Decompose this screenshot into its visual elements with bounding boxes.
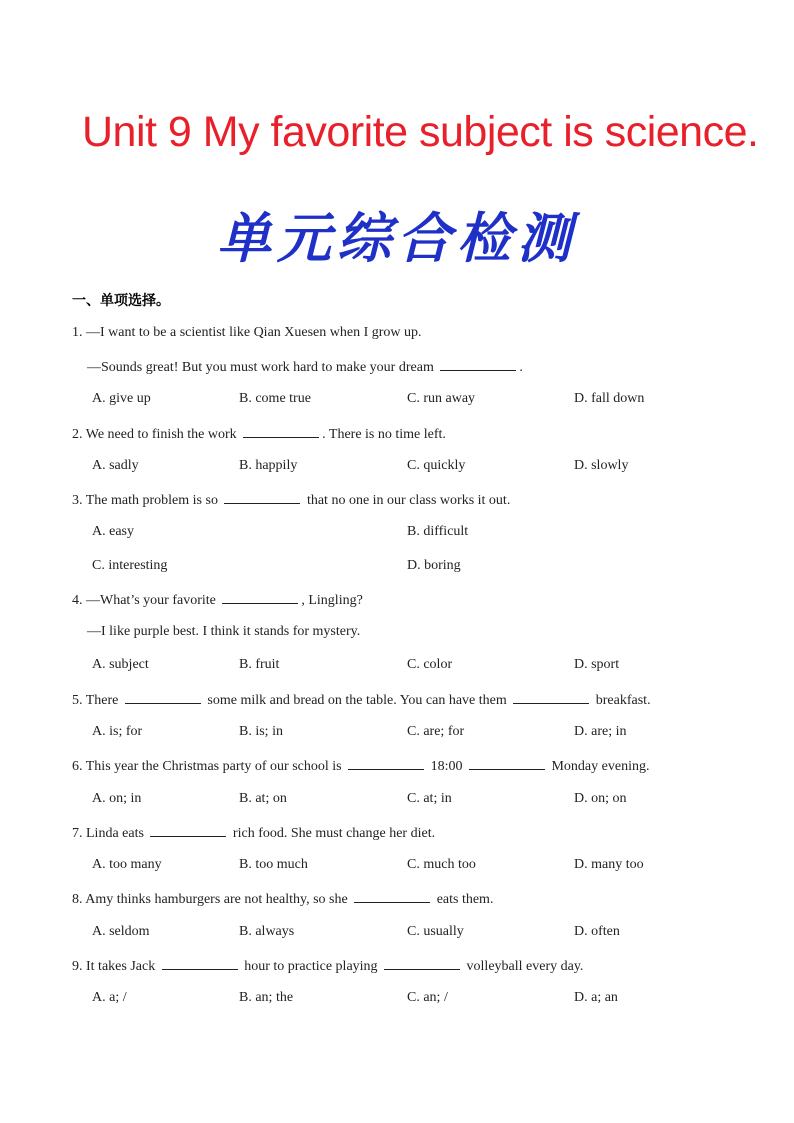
question-8-option-a[interactable]: A. seldom [92, 924, 150, 939]
question-text: —I like purple best. I think it stands for mystery. [87, 624, 361, 639]
question-2-line-1 [72, 425, 446, 443]
question-text: —Sounds great! But you must work hard to make your dream [87, 360, 438, 375]
answer-blank[interactable] [348, 757, 424, 770]
question-text: 1. —I want to be a scientist like Qian Xuesen when I grow up. [72, 325, 422, 340]
question-4-option-b[interactable]: B. fruit [239, 657, 280, 672]
question-text: rich food. She must change her diet. [229, 826, 436, 841]
question-1-option-c[interactable]: C. run away [407, 391, 476, 406]
answer-blank[interactable] [224, 491, 300, 504]
answer-blank[interactable] [150, 824, 226, 837]
page-subtitle: 单元综合检测 [217, 207, 577, 270]
question-8-option-c[interactable]: C. usually [407, 924, 464, 939]
question-2-option-a[interactable]: A. sadly [92, 458, 139, 473]
question-text: 4. —What’s your favorite [72, 593, 220, 608]
question-3-option-d[interactable]: D. boring [407, 558, 461, 573]
question-5-option-a[interactable]: A. is; for [92, 724, 143, 739]
question-text: 7. Linda eats [72, 826, 148, 841]
question-text: breakfast. [592, 693, 651, 708]
question-text: . [519, 360, 523, 375]
question-1-line-1 [72, 325, 422, 341]
question-text: some milk and bread on the table. You can have them [203, 693, 511, 708]
page-title: Unit 9 My favorite subject is science. [82, 108, 759, 156]
question-text: , Lingling? [301, 593, 363, 608]
question-text: volleyball every day. [463, 959, 584, 974]
question-5-line-1 [72, 691, 651, 709]
question-8-line-1 [72, 890, 493, 908]
answer-blank[interactable] [469, 757, 545, 770]
question-text: 3. The math problem is so [72, 493, 222, 508]
answer-blank[interactable] [125, 691, 201, 704]
question-1-option-b[interactable]: B. come true [239, 391, 311, 406]
question-9-option-d[interactable]: D. a; an [574, 990, 618, 1005]
question-text: 18:00 [427, 759, 466, 774]
answer-blank[interactable] [384, 957, 460, 970]
question-text: 9. It takes Jack [72, 959, 159, 974]
question-1-option-a[interactable]: A. give up [92, 391, 151, 406]
question-3-line-1 [72, 491, 510, 509]
question-text: . There is no time left. [322, 427, 446, 442]
question-5-option-d[interactable]: D. are; in [574, 724, 627, 739]
question-9-option-c[interactable]: C. an; / [407, 990, 448, 1005]
question-text: 5. There [72, 693, 122, 708]
question-4-line-1 [72, 591, 363, 609]
question-4-option-a[interactable]: A. subject [92, 657, 149, 672]
question-9-line-1 [72, 957, 583, 975]
question-text: 8. Amy thinks hamburgers are not healthy, so she [72, 892, 352, 907]
answer-blank[interactable] [440, 358, 516, 371]
question-6-line-1 [72, 757, 649, 775]
question-7-option-d[interactable]: D. many too [574, 857, 644, 872]
question-text: eats them. [433, 892, 494, 907]
question-text: that no one in our class works it out. [303, 493, 511, 508]
answer-blank[interactable] [243, 425, 319, 438]
question-5-option-b[interactable]: B. is; in [239, 724, 283, 739]
question-1-option-d[interactable]: D. fall down [574, 391, 645, 406]
answer-blank[interactable] [162, 957, 238, 970]
question-6-option-c[interactable]: C. at; in [407, 791, 452, 806]
question-7-option-a[interactable]: A. too many [92, 857, 162, 872]
question-7-option-b[interactable]: B. too much [239, 857, 308, 872]
answer-blank[interactable] [222, 591, 298, 604]
answer-blank[interactable] [354, 890, 430, 903]
question-2-option-b[interactable]: B. happily [239, 458, 298, 473]
question-8-option-b[interactable]: B. always [239, 924, 295, 939]
question-text: 2. We need to finish the work [72, 427, 241, 442]
section-heading: 一、单项选择。 [72, 293, 170, 309]
question-4-option-c[interactable]: C. color [407, 657, 453, 672]
question-3-option-c[interactable]: C. interesting [92, 558, 168, 573]
question-2-option-c[interactable]: C. quickly [407, 458, 466, 473]
question-1-line-2 [87, 358, 523, 376]
question-7-line-1 [72, 824, 435, 842]
question-text: Monday evening. [547, 759, 650, 774]
question-3-option-b[interactable]: B. difficult [407, 524, 469, 539]
question-5-option-c[interactable]: C. are; for [407, 724, 465, 739]
question-7-option-c[interactable]: C. much too [407, 857, 476, 872]
question-4-option-d[interactable]: D. sport [574, 657, 620, 672]
question-9-option-b[interactable]: B. an; the [239, 990, 294, 1005]
answer-blank[interactable] [513, 691, 589, 704]
question-text: 6. This year the Christmas party of our school is [72, 759, 346, 774]
question-6-option-a[interactable]: A. on; in [92, 791, 142, 806]
question-text: hour to practice playing [240, 959, 382, 974]
question-3-option-a[interactable]: A. easy [92, 524, 134, 539]
question-6-option-b[interactable]: B. at; on [239, 791, 287, 806]
question-9-option-a[interactable]: A. a; / [92, 990, 127, 1005]
question-4-line-2 [87, 624, 360, 640]
question-6-option-d[interactable]: D. on; on [574, 791, 627, 806]
question-8-option-d[interactable]: D. often [574, 924, 620, 939]
question-2-option-d[interactable]: D. slowly [574, 458, 629, 473]
